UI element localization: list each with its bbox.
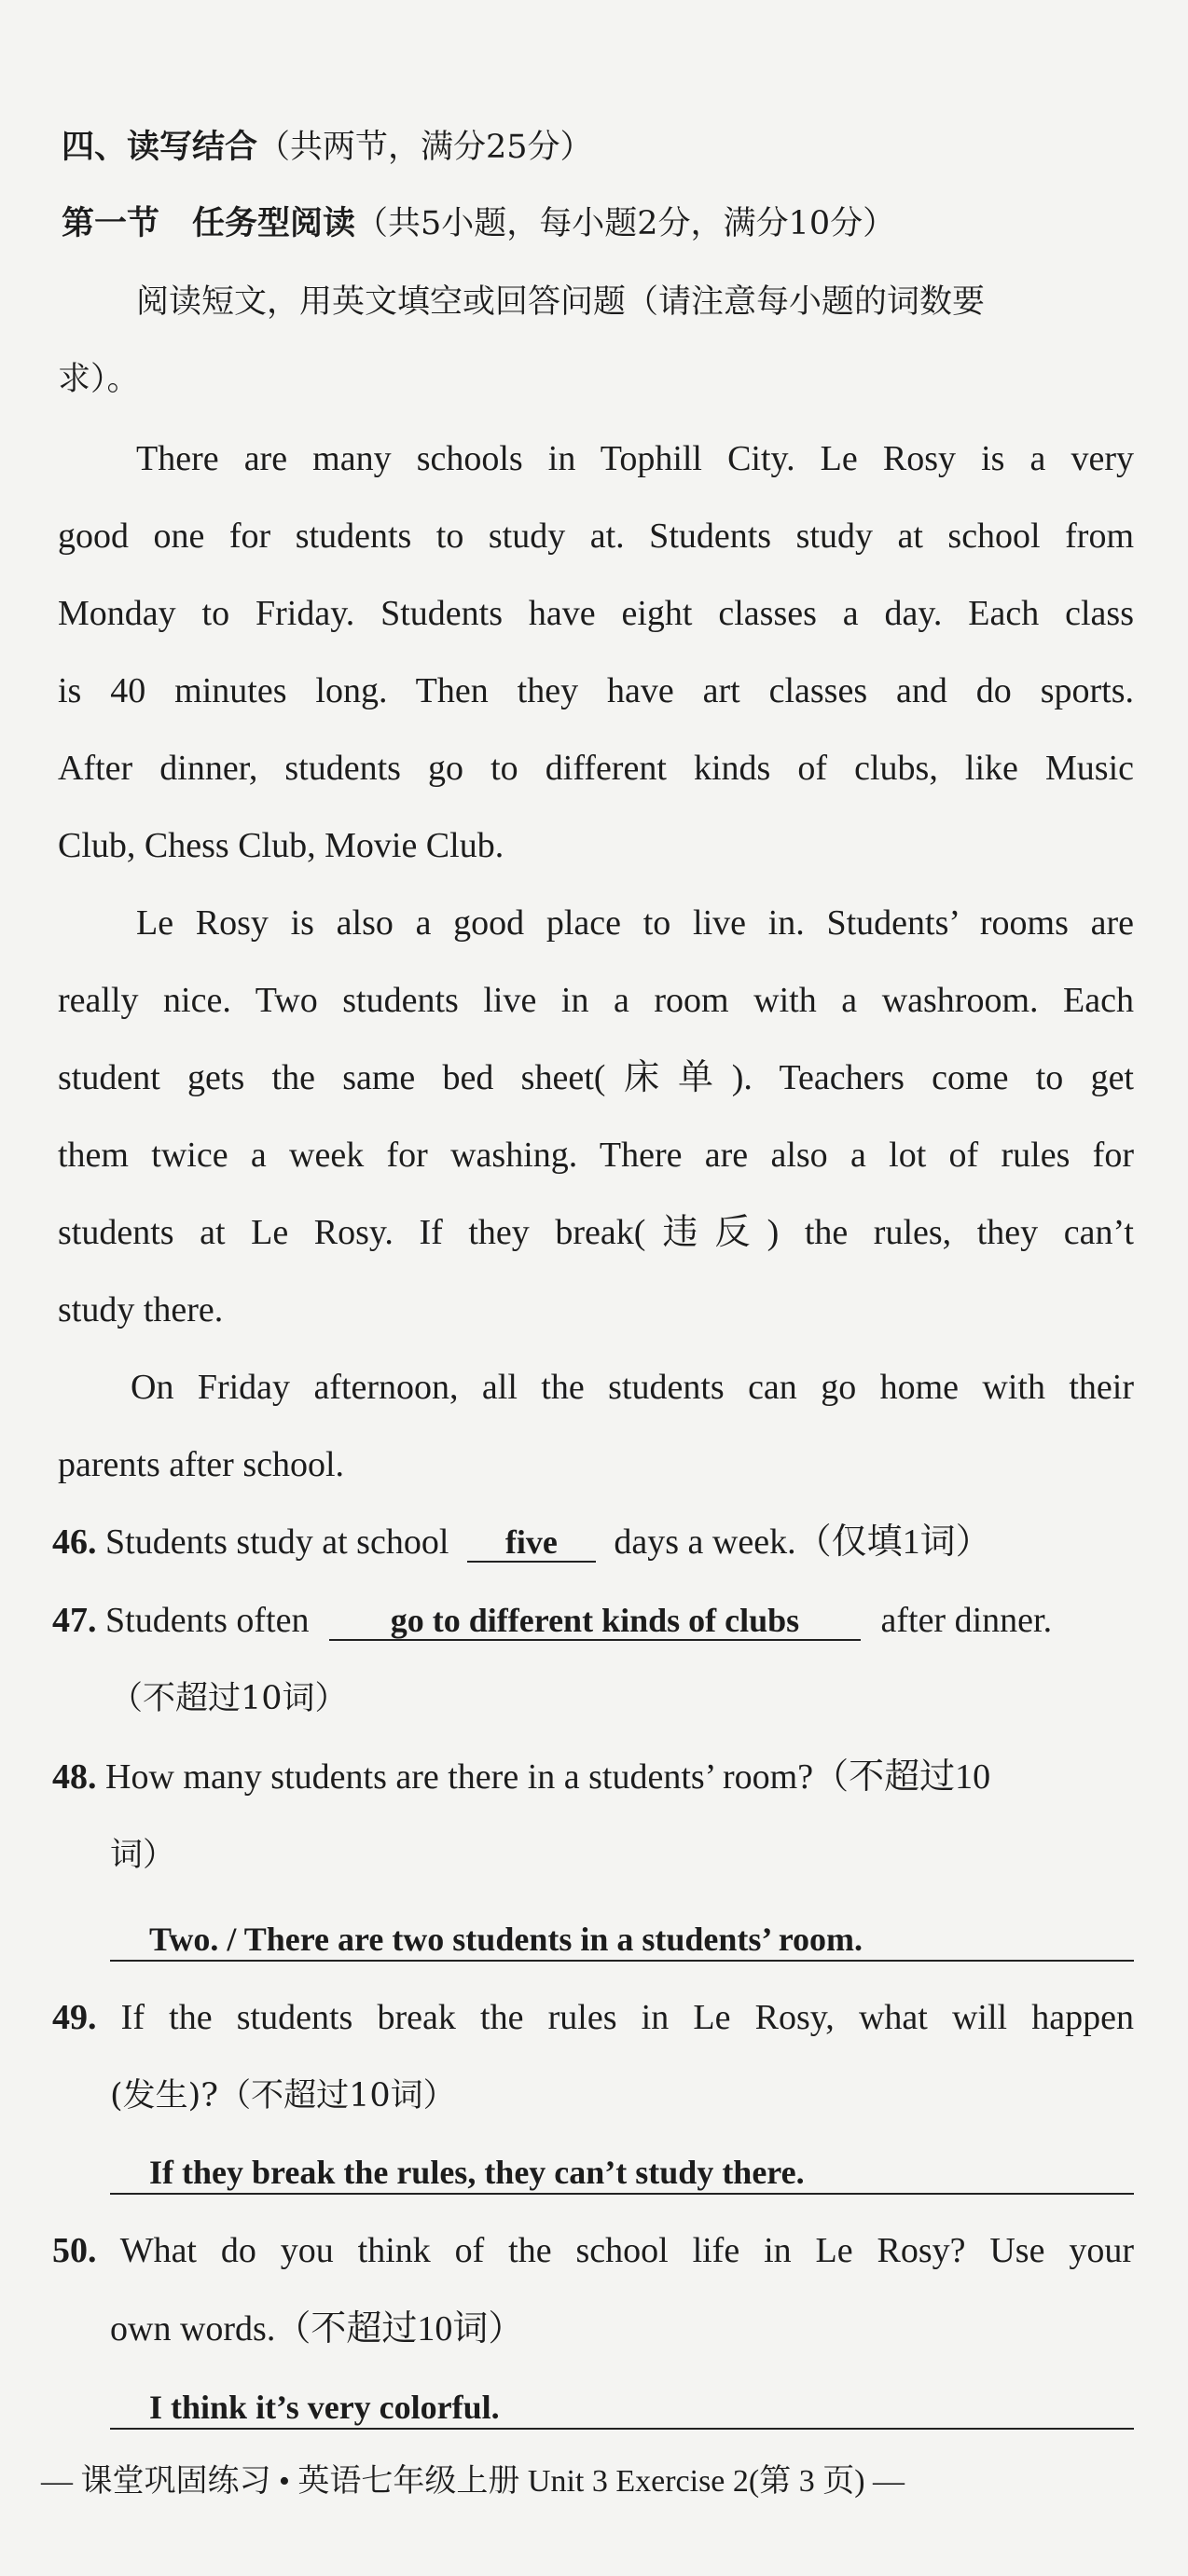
answer-50: I think it’s very colorful. (149, 2389, 500, 2426)
passage-p1-line-2: good one for students to study at. Students study at school from (58, 517, 1134, 556)
question-number: 50. (52, 2231, 97, 2270)
page-footer: — 课堂巩固练习 • 英语七年级上册 Unit 3 Exercise 2(第 3 页) — (41, 2464, 905, 2499)
answer-blank[interactable]: five (467, 1523, 596, 1563)
passage-p2-line-5: students at Le Rosy. If they break(违反) the rules, they can’t (58, 1213, 1134, 1252)
question-46 (52, 1522, 991, 1563)
passage-p2-line-3: student gets the same bed sheet(床单). Teachers come to get (58, 1058, 1134, 1097)
question-text: What do you think of the school life in Le Rosy? Use your (119, 2231, 1134, 2270)
question-50 (52, 2230, 1134, 2271)
passage-p1-line-3: Monday to Friday. Students have eight classes a day. Each class (58, 594, 1134, 633)
passage-p2-line-6: study there. (58, 1290, 224, 1329)
passage-p2-line-2: really nice. Two students live in a room with a washroom. Each (58, 981, 1134, 1020)
passage-p3-line-2: parents after school. (58, 1445, 345, 1484)
part-note: （共5小题，每小题2分，满分10分） (355, 205, 896, 242)
question-text: days a week.（仅填1词） (614, 1522, 991, 1562)
question-text: How many students are there in a students’ room?（不超过10 (105, 1757, 991, 1797)
section-note: （共两节，满分25分） (257, 129, 593, 166)
passage-p1-line-4: is 40 minutes long. Then they have art classes and do sports. (58, 671, 1134, 710)
instruction-line-2: 求）。 (58, 361, 140, 398)
question-number: 46. (52, 1522, 97, 1562)
question-number: 49. (52, 1998, 97, 2037)
question-text: Students study at school (105, 1522, 449, 1562)
section-title: 四、读写结合 (62, 129, 258, 166)
question-text: Students often (105, 1601, 310, 1640)
answer-48: Two. / There are two students in a students’ room. (149, 1921, 863, 1958)
question-49 (52, 1997, 1134, 2038)
question-50-line-2: own words.（不超过10词） (110, 2309, 524, 2349)
passage-p2-line-1: Le Rosy is also a good place to live in. Students’ rooms are (136, 903, 1134, 943)
passage-p1-line-5: After dinner, students go to different kinds of clubs, like Music (58, 749, 1134, 788)
passage-p1-line-1: There are many schools in Tophill City. Le Rosy is a very (136, 439, 1134, 478)
question-48-line-2: 词） (110, 1837, 176, 1874)
question-47-limit: （不超过10词） (110, 1680, 348, 1717)
question-number: 47. (52, 1601, 97, 1640)
instruction-line-1: 阅读短文，用英文填空或回答问题（请注意每小题的词数要 (136, 283, 986, 321)
question-48 (52, 1756, 990, 1798)
passage-p1-line-6: Club, Chess Club, Movie Club. (58, 826, 504, 865)
question-text: after dinner. (880, 1601, 1053, 1640)
answer-blank[interactable]: go to different kinds of clubs (329, 1602, 861, 1641)
question-49-line-2: (发生)?（不超过10词） (110, 2077, 456, 2115)
answer-49: If they break the rules, they can’t study there. (149, 2154, 805, 2191)
section-header (62, 127, 593, 168)
passage-p3-line-1: On Friday afternoon, all the students can go home with their (131, 1368, 1134, 1407)
question-text: If the students break the rules in Le Rosy, what will happen (120, 1998, 1135, 2037)
part-header (62, 203, 895, 244)
passage-p2-line-4: them twice a week for washing. There are also a lot of rules for (58, 1136, 1134, 1175)
part-title: 第一节 任务型阅读 (62, 205, 356, 242)
question-number: 48. (52, 1757, 97, 1797)
question-47 (52, 1600, 1052, 1641)
